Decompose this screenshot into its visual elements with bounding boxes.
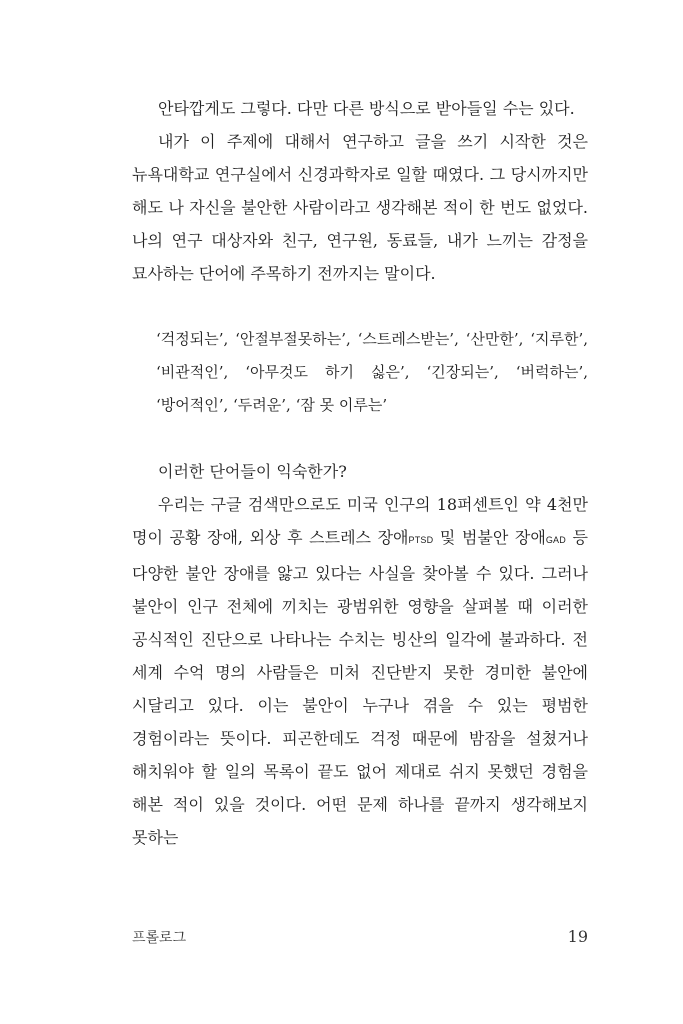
spacer [132, 290, 588, 323]
paragraph-4-part-c: 등 다양한 불안 장애를 앓고 있다는 사실을 찾아볼 수 있다. 그러나 불안이 인구 전체에 끼치는 광범위한 영향을 살펴볼 때 이러한 공식적인 진단으로 나타나는 수치는 빙산의 일각에 불과하다. 전 세계 수억 명의 사람들은 미처 진단받지 못한 경미한 불안에 시달리고 있다. 이는 불안이 누구나 겪을 수 있는 평범한 경험이라는 뜻이다. 피곤한데도 걱정 때문에 밤잠을 설쳤거나 해치워야 할 일의 목록이 끝도 없어 제대로 쉬지 못했던 경험을 해본 적이 있을 것이다. 어떤 문제 하나를 끝까지 생각해보지 못하는 [132, 528, 589, 847]
page-number: 19 [567, 927, 588, 946]
spacer [132, 422, 588, 455]
paragraph-4-part-b: 및 범불안 장애 [433, 528, 546, 547]
gad-abbreviation: GAD [545, 535, 566, 545]
ptsd-abbreviation: PTSD [408, 535, 434, 545]
paragraph-3: 이러한 단어들이 익숙한가? [158, 462, 347, 481]
paragraph-4 [132, 488, 588, 854]
paragraph-2: 내가 이 주제에 대해서 연구하고 글을 쓰기 시작한 것은 뉴욕대학교 연구실에서 신경과학자로 일할 때였다. 그 당시까지만 해도 나 자신을 불안한 사람이라고 생각해본 적이 한 번도 없었다. 나의 연구 대상자와 친구, 연구원, 동료들, 내가 느끼는 감정을 묘사하는 단어에 주목하기 전까지는 말이다. [132, 132, 588, 283]
paragraph-1: 안타깝게도 그렇다. 다만 다른 방식으로 받아들일 수는 있다. [158, 99, 575, 118]
paragraph-4-part-a: 우리는 구글 검색만으로도 미국 인구의 18퍼센트인 약 4천만 명이 공황 장애, 외상 후 스트레스 장애 [132, 495, 588, 547]
chapter-title: 프롤로그 [132, 929, 187, 945]
quoted-word-list: ‘걱정되는’, ‘안절부절못하는’, ‘스트레스받는’, ‘산만한’, ‘지루한’, ‘비관적인’, ‘아무것도 하기 싫은’, ‘긴장되는’, ‘버럭하는’, ‘방어적인’, ‘두려운’, ‘잠 못 이루는’ [156, 330, 588, 414]
page-body [132, 92, 588, 854]
